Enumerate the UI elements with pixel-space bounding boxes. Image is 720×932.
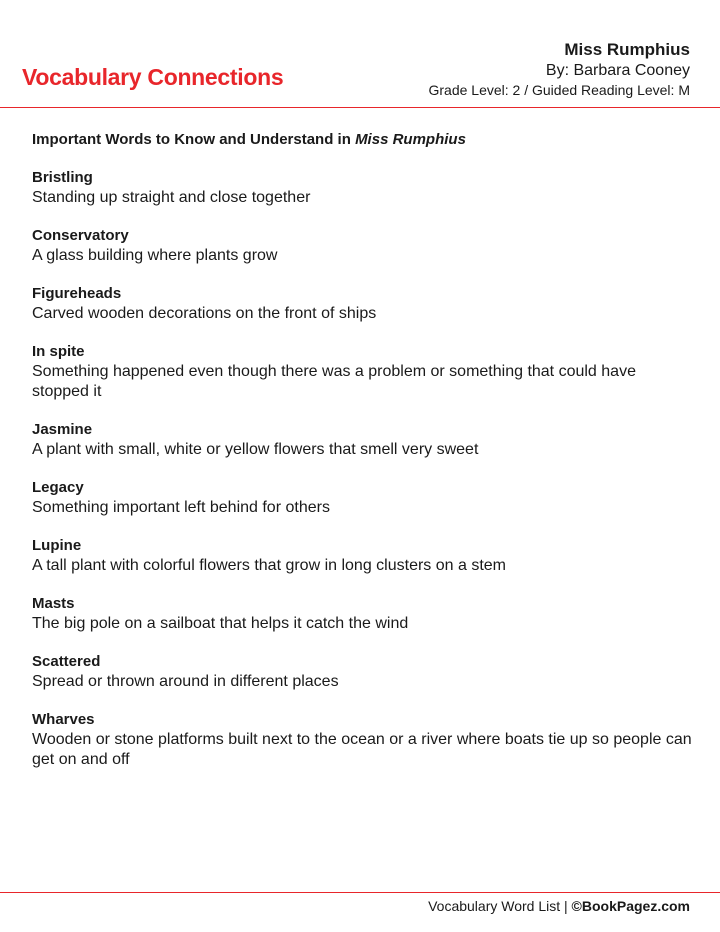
- vocab-term: Scattered: [32, 653, 101, 670]
- vocab-definition: Something important left behind for others: [32, 499, 330, 516]
- vocab-entry: [32, 420, 692, 460]
- vocab-entry: [32, 536, 692, 576]
- intro-prefix: Important Words to Know and Understand in: [32, 131, 356, 148]
- vocab-term: Conservatory: [32, 227, 129, 244]
- vocab-definition: A glass building where plants grow: [32, 247, 278, 264]
- vocab-term: In spite: [32, 343, 85, 360]
- vocab-definition: The big pole on a sailboat that helps it catch the wind: [32, 615, 409, 632]
- vocab-term: Legacy: [32, 479, 84, 496]
- vocab-entry: [32, 478, 692, 518]
- vocab-definition: A plant with small, white or yellow flowers that smell very sweet: [32, 441, 479, 458]
- page-footer: [428, 898, 690, 914]
- intro-book-title: Miss Rumphius: [355, 131, 466, 148]
- book-info: [429, 39, 691, 99]
- vocab-definition: Carved wooden decorations on the front of ships: [32, 305, 377, 322]
- vocab-entry: [32, 168, 692, 208]
- vocab-definition: Wooden or stone platforms built next to the ocean or a river where boats tie up so people can get on and off: [32, 731, 692, 768]
- vocab-term: Masts: [32, 595, 75, 612]
- page-header: [0, 0, 720, 108]
- vocab-term: Lupine: [32, 537, 82, 554]
- vocab-entry: [32, 342, 692, 402]
- footer-label: Vocabulary Word List |: [428, 898, 572, 914]
- vocab-definition: Spread or thrown around in different places: [32, 673, 339, 690]
- vocab-entry: [32, 284, 692, 324]
- vocab-definition: Standing up straight and close together: [32, 189, 311, 206]
- vocab-term: Jasmine: [32, 421, 93, 438]
- vocab-entry: [32, 226, 692, 266]
- vocab-entry: [32, 652, 692, 692]
- vocab-term: Bristling: [32, 169, 93, 186]
- book-author: By: Barbara Cooney: [545, 62, 690, 79]
- vocab-definition: A tall plant with colorful flowers that grow in long clusters on a stem: [32, 557, 506, 574]
- vocab-definition: Something happened even though there was a problem or something that could have stopped it: [32, 363, 636, 400]
- header-divider: [0, 107, 720, 108]
- footer-brand: ©BookPagez.com: [571, 898, 690, 914]
- vocab-entry: [32, 594, 692, 634]
- reading-level: Grade Level: 2 / Guided Reading Level: M: [428, 82, 690, 98]
- vocab-entry: [32, 710, 692, 770]
- vocab-term: Wharves: [32, 711, 95, 728]
- section-title: Vocabulary Connections: [22, 64, 284, 90]
- vocabulary-list: [32, 131, 692, 788]
- book-title: Miss Rumphius: [564, 40, 690, 59]
- footer-divider: [0, 892, 720, 893]
- intro-heading: [32, 131, 692, 148]
- vocab-term: Figureheads: [32, 285, 122, 302]
